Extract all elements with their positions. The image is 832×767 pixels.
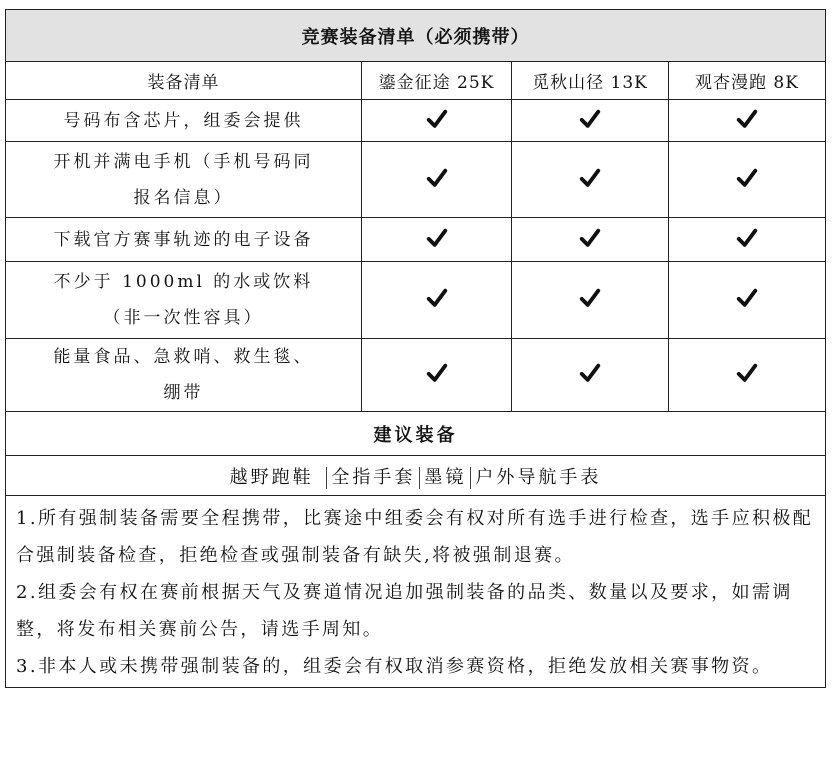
check-cell-8k (669, 339, 826, 412)
equipment-table (5, 9, 826, 688)
column-header-8k: 观杏漫跑 8K (669, 62, 826, 100)
checkmark-icon (736, 362, 758, 384)
check-cell-8k (669, 262, 826, 339)
checkmark-icon (426, 287, 448, 309)
item-line: 报名信息） (133, 187, 234, 208)
item-line: 绷带 (163, 383, 204, 403)
checkmark-icon (579, 167, 601, 189)
recommended-item: 墨镜 (424, 466, 467, 488)
checkmark-icon (736, 287, 758, 309)
item-line: 能量食品、急救哨、救生毯、 (53, 347, 314, 367)
check-cell-8k (669, 218, 826, 262)
note-3: 3.非本人或未携带强制装备的，组委会有权取消参赛资格，拒绝发放相关赛事物资。 (16, 656, 773, 677)
checkmark-icon (736, 108, 758, 130)
separator (326, 467, 327, 489)
item-name (6, 218, 362, 262)
recommended-item: 全指手套 (331, 466, 416, 488)
item-name (6, 262, 362, 339)
recommended-items-row (6, 456, 826, 496)
note-2: 2.组委会有权在赛前根据天气及赛道情况追加强制装备的品类、数量以及要求，如需调整，将发布相关赛前公告，请选手周知。 (16, 582, 793, 640)
item-line: 开机并满电手机（手机号码同 (53, 151, 314, 172)
header-row (6, 62, 826, 100)
checkmark-icon (579, 108, 601, 130)
recommended-items (6, 456, 826, 496)
notes-row (6, 496, 826, 688)
title-row (6, 10, 826, 62)
check-cell-13k (512, 142, 669, 218)
check-cell-13k (512, 339, 669, 412)
check-cell-25k (362, 262, 512, 339)
recommended-title: 建议装备 (6, 412, 826, 456)
table-row (6, 142, 826, 218)
notes (6, 496, 826, 688)
equipment-checklist (5, 9, 825, 688)
column-header-13k: 觅秋山径 13K (512, 62, 669, 100)
table-title: 竞赛装备清单（必须携带） (6, 10, 826, 62)
item-name (6, 339, 362, 412)
table-row (6, 339, 826, 412)
item-name (6, 100, 362, 142)
table-row (6, 262, 826, 339)
check-cell-8k (669, 142, 826, 218)
checkmark-icon (736, 227, 758, 249)
checkmark-icon (426, 227, 448, 249)
column-header-item: 装备清单 (6, 62, 362, 100)
check-cell-8k (669, 100, 826, 142)
table-row (6, 218, 826, 262)
recommended-item: 户外导航手表 (475, 466, 602, 488)
note-1: 1.所有强制装备需要全程携带，比赛途中组委会有权对所有选手进行检查，选手应积极配合强制装备检查，拒绝检查或强制装备有缺失,将被强制退赛。 (16, 508, 814, 566)
separator (470, 467, 471, 489)
item-name (6, 142, 362, 218)
item-line: 号码布含芯片，组委会提供 (63, 110, 304, 131)
column-header-25k: 鎏金征途 25K (362, 62, 512, 100)
checkmark-icon (579, 287, 601, 309)
check-cell-13k (512, 218, 669, 262)
item-line: 下载官方赛事轨迹的电子设备 (53, 229, 314, 250)
recommended-title-row (6, 412, 826, 456)
checkmark-icon (736, 167, 758, 189)
checkmark-icon (426, 362, 448, 384)
check-cell-25k (362, 142, 512, 218)
item-line: （非一次性容具） (103, 308, 264, 328)
recommended-item: 越野跑鞋 (229, 466, 323, 488)
checkmark-icon (426, 167, 448, 189)
check-cell-13k (512, 100, 669, 142)
check-cell-25k (362, 339, 512, 412)
item-line: 不少于 1000ml 的水或饮料 (53, 272, 314, 292)
separator (419, 467, 420, 489)
check-cell-25k (362, 100, 512, 142)
checkmark-icon (579, 227, 601, 249)
checkmark-icon (579, 362, 601, 384)
check-cell-13k (512, 262, 669, 339)
checkmark-icon (426, 108, 448, 130)
table-row (6, 100, 826, 142)
check-cell-25k (362, 218, 512, 262)
